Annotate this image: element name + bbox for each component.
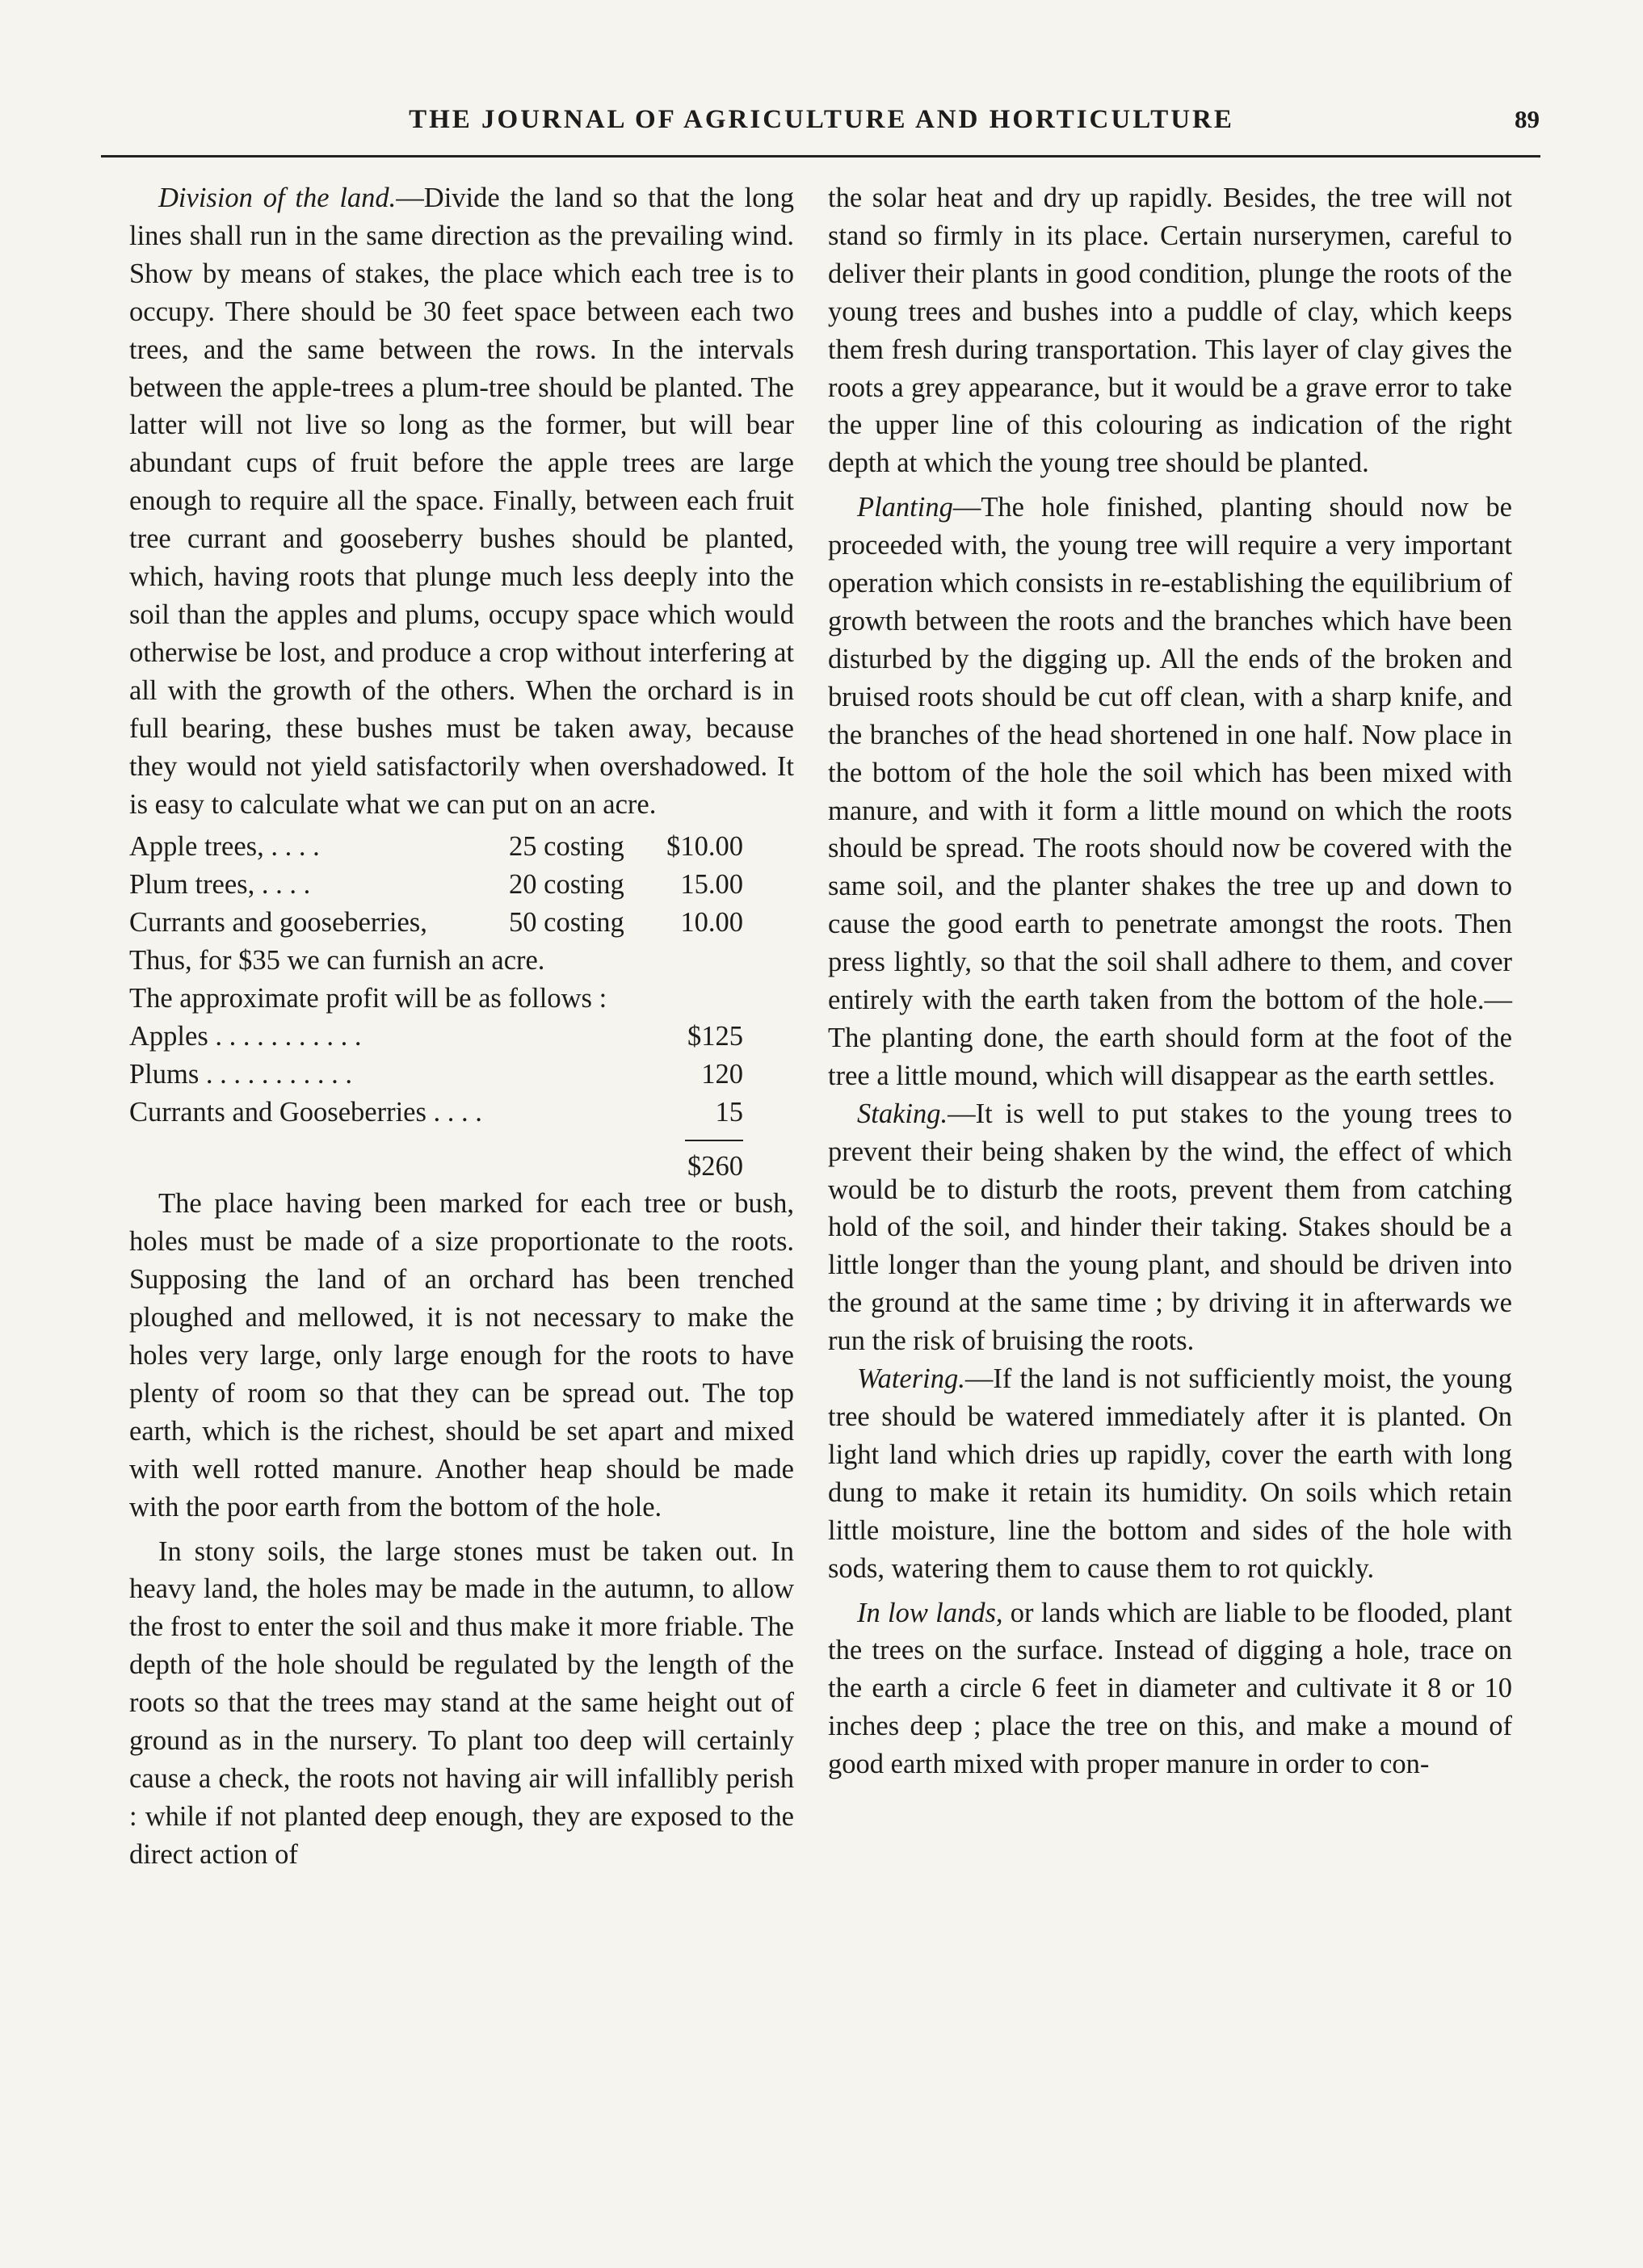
profit-row (129, 1018, 743, 1056)
cost-quantity: 50 costing (509, 907, 624, 939)
section-label: Planting (857, 492, 953, 523)
profit-value: 120 (701, 1058, 743, 1090)
profit-value: $125 (687, 1020, 743, 1052)
cost-item: Currants and gooseberries, (129, 907, 427, 939)
cost-table (129, 828, 794, 1185)
cost-price: 15.00 (680, 869, 743, 901)
header-rule (101, 155, 1540, 158)
cost-row (129, 904, 794, 942)
profit-total: $260 (687, 1150, 743, 1182)
running-head (103, 105, 1540, 144)
paragraph-text: or lands which are liable to be flooded, plant the trees on the surface. Instead of digging a hole, trace on the earth a circle 6 feet in diameter and cultivate it 8 or 10 inches deep ; place the tree on this, and make a mound of good earth mixed with proper manure in order to con- (828, 1597, 1512, 1780)
profit-row (129, 1094, 743, 1132)
stony-soils-paragraph: In stony soils, the large stones must be taken out. In heavy land, the holes may be made in the autumn, to allow the frost to enter the soil and thus make it more friable. The depth of the hole should be regulated by the length of the roots so that the trees may stand at the same height out of ground as in the nursery. To plant too deep will certainly cause a check, the roots not having air will infallibly perish : while if not planted deep enough, they are exposed to the direct action of (129, 1535, 794, 1870)
section-label: Staking. (857, 1098, 948, 1129)
watering-paragraph (828, 1360, 1512, 1587)
furnish-line: Thus, for $35 we can furnish an acre. (129, 945, 545, 976)
holes-paragraph: The place having been marked for each tree or bush, holes must be made of a size proportionate to the roots. Supposing the land of an orchard has been trenched ploughed and mellowed, it is not necessary to make the holes very large, only large enough for the roots to have plenty of room so that they can be spread out. The top earth, which is the richest, should be set apart and mixed with well rotted manure. Another heap should be made with the poor earth from the bottom of the hole. (129, 1188, 794, 1522)
journal-title: THE JOURNAL OF AGRICULTURE AND HORTICULTURE (409, 105, 1234, 134)
paragraph-text: —The hole finished, planting should now be proceeded with, the young tree will require a very important operation which consists in re-establishing the equilibrium of growth between the roots and the branches which have been disturbed by the digging up. All the ends of the broken and bruised roots should be cut off clean, with a sharp knife, and the branches of the head shortened in one half. Now place in the bottom of the hole the soil which has been mixed with manure, and with it form a little mound on which the roots should be spread. The roots should now be covered with the same soil, and the planter shakes the tree up and down to cause the good earth to penetrate amongst the roots. Then press lightly, so that the soil shall adhere to them, and cover entirely with the earth taken from the bottom of the hole.—The planting done, the earth should form at the foot of the tree a little mound, which will disappear as the earth settles. (828, 492, 1512, 1091)
cost-item: Plum trees, . . . . (129, 869, 311, 901)
profit-item: Apples . . . . . . . . . . . (129, 1020, 362, 1052)
low-lands-paragraph (828, 1594, 1512, 1784)
cost-quantity: 20 costing (509, 869, 624, 901)
cost-price: 10.00 (680, 907, 743, 939)
division-of-land-paragraph (129, 179, 794, 823)
planting-paragraph (828, 489, 1512, 1095)
profit-row (129, 1056, 743, 1094)
cost-row (129, 828, 794, 866)
left-column (129, 179, 794, 1874)
profit-item: Currants and Gooseberries . . . . (129, 1096, 482, 1128)
section-label: Division of the land. (158, 183, 397, 213)
paragraph-text: —Divide the land so that the long lines shall run in the same direction as the prevailing wind. Show by means of stakes, the place which each tree is to occupy. There should be 30 feet space between each two trees, and the same between the rows. In the intervals between the apple-trees a plum-tree should be planted. The latter will not live so long as the former, but will bear abundant cups of fruit before the apple trees are large enough to require all the space. Finally, between each fruit tree currant and gooseberry bushes should be planted, which, having roots that plunge much less deeply into the soil than the apples and plums, occupy space which would otherwise be lost, and produce a crop without interfering at all with the growth of the others. When the orchard is in full bearing, these bushes must be taken away, because they would not yield satisfactorily when overshadowed. It is easy to calculate what we can put on an acre. (129, 183, 794, 820)
cost-quantity: 25 costing (509, 831, 624, 863)
cost-item: Apple trees, . . . . (129, 831, 320, 863)
solar-heat-paragraph: the solar heat and dry up rapidly. Besides, the tree will not stand so firmly in its place. Certain nurserymen, careful to deliver their plants in good condition, plunge the roots of the young trees and bushes into a puddle of clay, which keeps them fresh during transportation. This layer of clay gives the roots a grey appearance, but it would be a grave error to take the upper line of this colouring as indication of the right depth at which the young tree should be planted. (828, 183, 1512, 479)
section-label: Watering. (857, 1363, 965, 1395)
cost-price: $10.00 (666, 831, 743, 863)
cost-row (129, 866, 794, 904)
profit-intro: The approximate profit will be as follows : (129, 982, 607, 1014)
staking-paragraph (828, 1095, 1512, 1360)
paragraph-text: —It is well to put stakes to the young trees to prevent their being shaken by the wind, the effect of which would be to disturb the roots, prevent them from catching hold of the soil, and hinder their taking. Stakes should be a little longer than the young plant, and should be driven into the ground at the same time ; by driving it in afterwards we run the risk of bruising the roots. (828, 1098, 1512, 1357)
paragraph-text: —If the land is not sufficiently moist, the young tree should be watered immediately after it is planted. On light land which dries up rapidly, cover the earth with long dung to make it retain its humidity. On soils which retain little moisture, line the bottom and sides of the hole with sods, watering them to cause them to rot quickly. (828, 1363, 1512, 1584)
right-column (828, 179, 1512, 1783)
total-rule (685, 1140, 743, 1141)
section-label: In low lands, (857, 1597, 1003, 1628)
page-number: 89 (1515, 105, 1540, 133)
profit-value: 15 (715, 1096, 743, 1128)
profit-item: Plums . . . . . . . . . . . (129, 1058, 353, 1090)
